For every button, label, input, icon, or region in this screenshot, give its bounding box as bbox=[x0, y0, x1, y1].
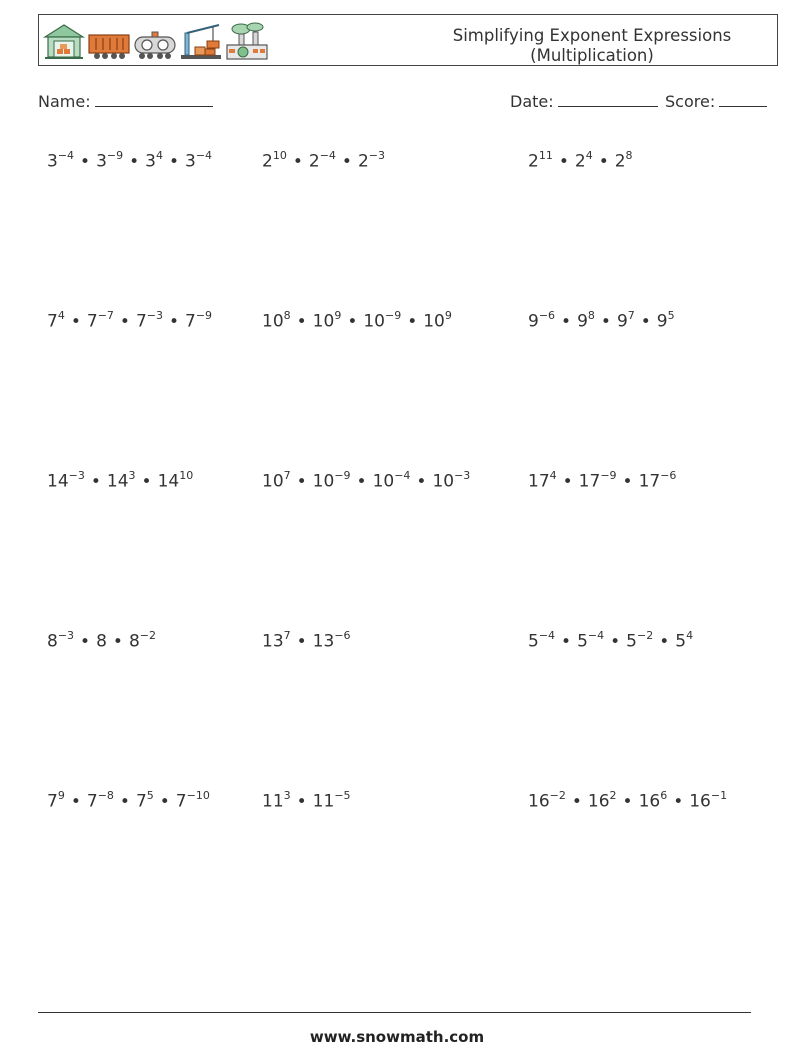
exponent: −4 bbox=[538, 629, 556, 642]
multiply-operator: • bbox=[296, 791, 307, 812]
exponent: −9 bbox=[334, 469, 351, 482]
header-box bbox=[38, 14, 778, 66]
problem-1 bbox=[47, 150, 212, 172]
multiply-operator: • bbox=[296, 311, 307, 332]
problem-7 bbox=[47, 470, 193, 492]
name-blank[interactable] bbox=[95, 92, 213, 107]
base: 8 bbox=[47, 631, 58, 652]
multiply-operator: • bbox=[119, 311, 130, 332]
base: 2 bbox=[614, 151, 626, 172]
base: 5 bbox=[528, 631, 539, 652]
base: 14 bbox=[106, 471, 129, 492]
base: 7 bbox=[86, 311, 98, 332]
base: 7 bbox=[135, 311, 147, 332]
exponent: 4 bbox=[57, 309, 65, 322]
factory-icon bbox=[227, 23, 267, 59]
exponent: 8 bbox=[587, 309, 595, 322]
problem-12 bbox=[528, 630, 693, 652]
base: 7 bbox=[47, 791, 58, 812]
problem-8 bbox=[262, 470, 470, 492]
base: 9 bbox=[528, 311, 539, 332]
problem-2 bbox=[262, 150, 385, 172]
problem-4 bbox=[47, 310, 212, 332]
title-line-1: Simplifying Exponent Expressions bbox=[452, 26, 732, 45]
exponent: −4 bbox=[195, 149, 213, 162]
exponent: 4 bbox=[686, 629, 694, 642]
exponent: 9 bbox=[444, 309, 452, 322]
base: 10 bbox=[432, 471, 455, 492]
score-blank[interactable] bbox=[719, 92, 767, 107]
tank-car-icon bbox=[135, 32, 175, 59]
problem-10 bbox=[47, 630, 156, 652]
base: 9 bbox=[616, 311, 628, 332]
date-blank[interactable] bbox=[558, 92, 658, 107]
base: 16 bbox=[638, 791, 661, 812]
base: 14 bbox=[157, 471, 180, 492]
exponent: 3 bbox=[128, 469, 136, 482]
problem-6 bbox=[528, 310, 675, 332]
multiply-operator: • bbox=[659, 631, 670, 652]
exponent: 5 bbox=[146, 789, 154, 802]
freight-car-icon bbox=[89, 35, 129, 59]
exponent: −4 bbox=[319, 149, 336, 162]
problem-9 bbox=[528, 470, 676, 492]
problem-13 bbox=[47, 790, 210, 812]
exponent: −5 bbox=[334, 789, 351, 802]
base: 17 bbox=[578, 471, 601, 492]
multiply-operator: • bbox=[598, 151, 609, 172]
exponent: 9 bbox=[57, 789, 65, 802]
exponent: −7 bbox=[97, 309, 114, 322]
base: 10 bbox=[423, 311, 445, 332]
exponent: 10 bbox=[272, 149, 287, 162]
warehouse-icon bbox=[45, 25, 83, 59]
base: 13 bbox=[262, 631, 284, 652]
date-label: Date: bbox=[510, 92, 554, 111]
exponent: −3 bbox=[68, 469, 85, 482]
multiply-operator: • bbox=[129, 151, 140, 172]
multiply-operator: • bbox=[416, 471, 427, 492]
base: 7 bbox=[175, 791, 187, 812]
multiply-operator: • bbox=[90, 471, 101, 492]
exponent: −6 bbox=[538, 309, 556, 322]
exponent: 7 bbox=[283, 629, 291, 642]
exponent: −2 bbox=[139, 629, 156, 642]
multiply-operator: • bbox=[168, 311, 180, 332]
problem-5 bbox=[262, 310, 452, 332]
exponent: −6 bbox=[334, 629, 351, 642]
exponent: −3 bbox=[146, 309, 163, 322]
multiply-operator: • bbox=[571, 791, 582, 812]
multiply-operator: • bbox=[347, 311, 358, 332]
exponent: −3 bbox=[57, 629, 75, 642]
crane-icon bbox=[181, 25, 221, 59]
base: 5 bbox=[675, 631, 687, 652]
multiply-operator: • bbox=[80, 631, 91, 652]
base: 17 bbox=[638, 471, 661, 492]
exponent: −9 bbox=[106, 149, 124, 162]
exponent: −9 bbox=[384, 309, 402, 322]
base: 13 bbox=[312, 631, 335, 652]
base: 16 bbox=[587, 791, 610, 812]
exponent: −9 bbox=[600, 469, 617, 482]
multiply-operator: • bbox=[296, 631, 307, 652]
score-field[interactable] bbox=[665, 92, 767, 111]
base: 11 bbox=[312, 791, 335, 812]
base: 7 bbox=[185, 311, 196, 332]
base: 10 bbox=[363, 311, 385, 332]
multiply-operator: • bbox=[112, 631, 123, 652]
exponent: 2 bbox=[609, 789, 617, 802]
exponent: −4 bbox=[57, 149, 75, 162]
exponent: −3 bbox=[368, 149, 385, 162]
multiply-operator: • bbox=[561, 631, 572, 652]
exponent: −10 bbox=[186, 789, 210, 802]
base: 8 bbox=[96, 631, 107, 652]
problem-11 bbox=[262, 630, 351, 652]
base: 5 bbox=[626, 631, 637, 652]
multiply-operator: • bbox=[119, 791, 130, 812]
base: 10 bbox=[262, 311, 284, 332]
exponent: 7 bbox=[627, 309, 635, 322]
problem-14 bbox=[262, 790, 351, 812]
base: 17 bbox=[528, 471, 550, 492]
title-line-2: (Multiplication) bbox=[530, 46, 654, 65]
base: 2 bbox=[528, 151, 539, 172]
exponent: 6 bbox=[660, 789, 668, 802]
base: 2 bbox=[357, 151, 369, 172]
base: 10 bbox=[262, 471, 284, 492]
exponent: 4 bbox=[585, 149, 593, 162]
base: 3 bbox=[185, 151, 196, 172]
exponent: 4 bbox=[155, 149, 163, 162]
base: 9 bbox=[577, 311, 588, 332]
base: 5 bbox=[577, 631, 588, 652]
multiply-operator: • bbox=[622, 791, 633, 812]
name-field[interactable] bbox=[38, 92, 213, 111]
exponent: −1 bbox=[710, 789, 728, 802]
exponent: 8 bbox=[625, 149, 633, 162]
exponent: 3 bbox=[283, 789, 291, 802]
multiply-operator: • bbox=[673, 791, 684, 812]
score-label: Score: bbox=[665, 92, 716, 111]
name-label: Name: bbox=[38, 92, 91, 111]
multiply-operator: • bbox=[168, 151, 180, 172]
footer-url: www.snowmath.com bbox=[309, 1028, 485, 1046]
exponent: −2 bbox=[549, 789, 566, 802]
base: 2 bbox=[308, 151, 320, 172]
base: 16 bbox=[689, 791, 711, 812]
base: 14 bbox=[47, 471, 69, 492]
multiply-operator: • bbox=[562, 471, 573, 492]
base: 8 bbox=[128, 631, 140, 652]
multiply-operator: • bbox=[159, 791, 170, 812]
multiply-operator: • bbox=[141, 471, 152, 492]
footer-divider bbox=[38, 1012, 751, 1013]
multiply-operator: • bbox=[292, 151, 303, 172]
multiply-operator: • bbox=[640, 311, 651, 332]
exponent: −2 bbox=[636, 629, 654, 642]
multiply-operator: • bbox=[600, 311, 611, 332]
exponent: 10 bbox=[179, 469, 194, 482]
exponent: −4 bbox=[394, 469, 411, 482]
base: 2 bbox=[262, 151, 273, 172]
multiply-operator: • bbox=[558, 151, 569, 172]
multiply-operator: • bbox=[561, 311, 572, 332]
problem-3 bbox=[528, 150, 633, 172]
exponent: 4 bbox=[549, 469, 557, 482]
exponent: 7 bbox=[283, 469, 291, 482]
multiply-operator: • bbox=[610, 631, 621, 652]
exponent: 9 bbox=[334, 309, 342, 322]
multiply-operator: • bbox=[70, 311, 81, 332]
multiply-operator: • bbox=[341, 151, 352, 172]
base: 10 bbox=[312, 311, 335, 332]
date-field[interactable] bbox=[510, 92, 658, 111]
header-icons bbox=[43, 21, 271, 61]
base: 10 bbox=[312, 471, 335, 492]
base: 11 bbox=[262, 791, 284, 812]
base: 3 bbox=[145, 151, 156, 172]
multiply-operator: • bbox=[80, 151, 91, 172]
exponent: −9 bbox=[195, 309, 213, 322]
multiply-operator: • bbox=[296, 471, 307, 492]
multiply-operator: • bbox=[70, 791, 81, 812]
exponent: 5 bbox=[667, 309, 675, 322]
base: 2 bbox=[574, 151, 586, 172]
worksheet-title bbox=[407, 26, 777, 66]
base: 7 bbox=[47, 311, 58, 332]
multiply-operator: • bbox=[622, 471, 633, 492]
base: 3 bbox=[96, 151, 107, 172]
exponent: −6 bbox=[660, 469, 677, 482]
exponent: 8 bbox=[283, 309, 291, 322]
exponent: −3 bbox=[454, 469, 471, 482]
base: 10 bbox=[372, 471, 395, 492]
base: 3 bbox=[47, 151, 58, 172]
problem-15 bbox=[528, 790, 727, 812]
multiply-operator: • bbox=[407, 311, 418, 332]
exponent: −4 bbox=[587, 629, 605, 642]
exponent: −8 bbox=[97, 789, 114, 802]
base: 16 bbox=[528, 791, 550, 812]
base: 9 bbox=[656, 311, 668, 332]
multiply-operator: • bbox=[356, 471, 367, 492]
exponent: 11 bbox=[538, 149, 553, 162]
base: 7 bbox=[86, 791, 98, 812]
base: 7 bbox=[135, 791, 147, 812]
